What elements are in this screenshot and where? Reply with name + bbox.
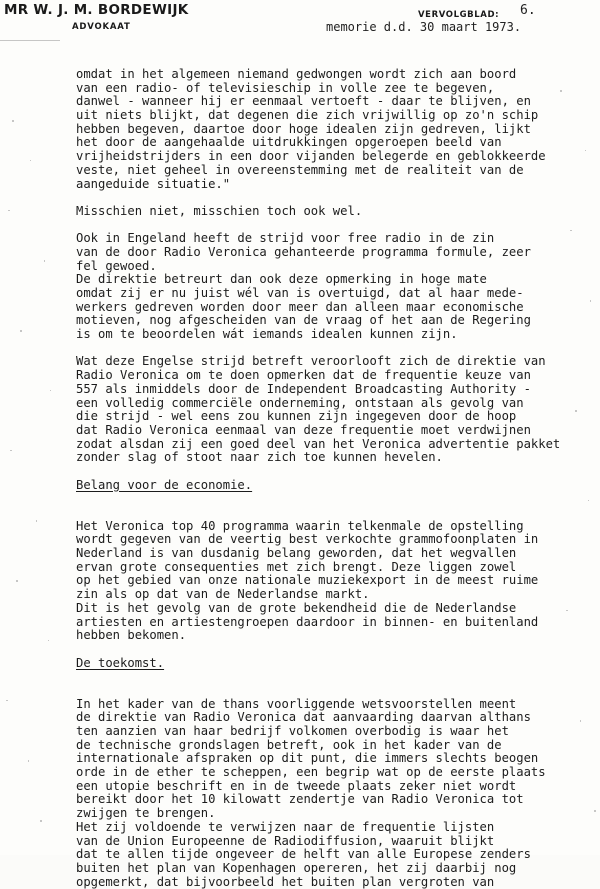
text-line: zonder slag of stoot naar zich toe kunnen hevelen. bbox=[76, 450, 443, 465]
paragraph-gap bbox=[76, 684, 596, 698]
text-line: een utopie beschrift en in de tweede plaats zeker niet wordt bbox=[76, 778, 517, 793]
text-line: omdat zij er nu juist wél van is overtuigd, dat al haar mede- bbox=[76, 286, 524, 300]
text-line: uit niets blijkt, dat degenen die zich vrijwillig op zo'n schip bbox=[76, 108, 539, 123]
text-line: hebben begeven, daartoe door hoge idealen zijn gedreven, lijkt bbox=[76, 121, 531, 136]
text-line: orde in de ether te scheppen, een begrip wat op de eerste plaats bbox=[76, 765, 546, 780]
text-line: het door de aangehaalde uitdrukkingen opgeroepen beeld van bbox=[76, 135, 502, 150]
text-line: op het gebied van onze nationale muziekexport in de meest ruime bbox=[76, 573, 539, 588]
text-line: de direktie van Radio Veronica dat aanvaarding daarvan althans bbox=[76, 710, 531, 725]
text-line: wordt gegeven van de veertig best verkochte grammofoonplaten in bbox=[76, 532, 539, 547]
paragraph-gap bbox=[76, 506, 596, 520]
text-line: Radio Veronica om te doen opmerken dat de frequentie keuze van bbox=[76, 368, 531, 383]
text-line: hebben bekomen. bbox=[76, 628, 187, 643]
page-number: 6. bbox=[520, 3, 536, 18]
text-line: Het Veronica top 40 programma waarin telkenmale de opstelling bbox=[76, 518, 524, 533]
text-line: zwijgen te brengen. bbox=[76, 806, 216, 821]
document-body bbox=[76, 68, 596, 889]
text-line: is om te beoordelen wát iemands idealen kunnen zijn. bbox=[76, 327, 458, 342]
text-line: vrijheidstrijders in een door vijanden belegerde en geblokkeerde bbox=[76, 149, 546, 164]
text-line: Het zij voldoende te verwijzen naar de frequentie lijsten bbox=[76, 819, 495, 834]
text-line: dat te allen tijde ongeveer de helft van alle Europese zenders bbox=[76, 847, 531, 862]
letterhead-name: MR W. J. M. BORDEWIJK bbox=[4, 2, 189, 18]
heading-gap bbox=[76, 492, 596, 506]
text-line: Misschien niet, misschien toch ook wel. bbox=[76, 203, 363, 218]
text-line: De direktie betreurt dan ook deze opmerking in hoge mate bbox=[76, 272, 487, 287]
text-line: dat Radio Veronica eenmaal van deze frequentie moet verdwijnen bbox=[76, 422, 531, 437]
text-line: veste, niet geheel in overeenstemming met de realiteit van de bbox=[76, 162, 524, 177]
text-line: Wat deze Engelse strijd betreft veroorlooft zich de direktie van bbox=[76, 354, 546, 369]
text-line: danwel - wanneer hij er eenmaal vertoeft - daar te blijven, en bbox=[76, 94, 531, 109]
text-line: zin als op dat van de Nederlandse markt. bbox=[76, 587, 370, 602]
paragraph-gap bbox=[76, 465, 596, 479]
text-line: aangeduide situatie." bbox=[76, 176, 231, 191]
text-line: artiesten en artiestengroepen daardoor in binnen- en buitenland bbox=[76, 614, 539, 629]
text-line: bereikt door het 10 kilowatt zendertje van Radio Veronica tot bbox=[76, 792, 524, 807]
text-line: van de door Radio Veronica gehanteerde programma formule, zeer bbox=[76, 244, 531, 259]
memo-reference: memorie d.d. 30 maart 1973. bbox=[326, 20, 522, 34]
text-line: opgemerkt, dat bijvoorbeeld het buiten plan vergroten van bbox=[76, 874, 495, 889]
text-line: van de Union Europeenne de Radiodiffusion, waaruit blijkt bbox=[76, 833, 495, 848]
text-line: ten aanzien van haar bedrijf volkomen overbodig is waar het bbox=[76, 724, 509, 738]
section-heading: De toekomst. bbox=[76, 655, 165, 670]
text-line: die strijd - wel eens zou kunnen zijn ingegeven door de hoop bbox=[76, 409, 517, 424]
paragraph-gap bbox=[76, 219, 596, 233]
text-line: zodat alsdan zij een goed deel van het Veronica advertentie pakket bbox=[76, 436, 561, 451]
text-line: internationale afspraken op dit punt, die immers slechts beogen bbox=[76, 751, 539, 766]
text-line: fel gewoed. bbox=[76, 258, 157, 273]
text-line: de technische grondslagen betreft, ook in het kader van de bbox=[76, 737, 502, 752]
text-line: buiten het plan van Kopenhagen opereren, het zij daarbij nog bbox=[76, 860, 517, 875]
section-heading: Belang voor de economie. bbox=[76, 477, 253, 492]
text-line: werkers gedreven worden door meer dan alleen maar economische bbox=[76, 299, 524, 314]
text-line: In het kader van de thans voorliggende wetsvoorstellen meent bbox=[76, 696, 517, 711]
text-line: Nederland is van dusdanig belang geworden, dat het wegvallen bbox=[76, 546, 517, 561]
text-line: een volledig commerciële onderneming, ontstaan als gevolg van bbox=[76, 395, 524, 410]
paragraph-gap bbox=[76, 342, 596, 356]
text-line: omdat in het algemeen niemand gedwongen wordt zich aan boord bbox=[76, 67, 517, 81]
text-line: Ook in Engeland heeft de strijd voor free radio in de zin bbox=[76, 231, 495, 246]
text-line: van een radio- of televisieschip in volle zee te begeven, bbox=[76, 80, 495, 95]
continuation-label: VERVOLGBLAD: bbox=[418, 10, 500, 20]
heading-gap bbox=[76, 670, 596, 684]
text-line: 557 als inmiddels door de Independent Broadcasting Authority - bbox=[76, 381, 531, 396]
paragraph-gap bbox=[76, 191, 596, 205]
text-line: motieven, nog afgescheiden van de vraag of het aan de Regering bbox=[76, 313, 531, 328]
letterhead-role: ADVOKAAT bbox=[72, 22, 131, 32]
text-line: ervan grote consequenties met zich brengt. Deze liggen zowel bbox=[76, 559, 517, 574]
paragraph-gap bbox=[76, 643, 596, 657]
text-line: Dit is het gevolg van de grote bekendheid die de Nederlandse bbox=[76, 600, 517, 615]
